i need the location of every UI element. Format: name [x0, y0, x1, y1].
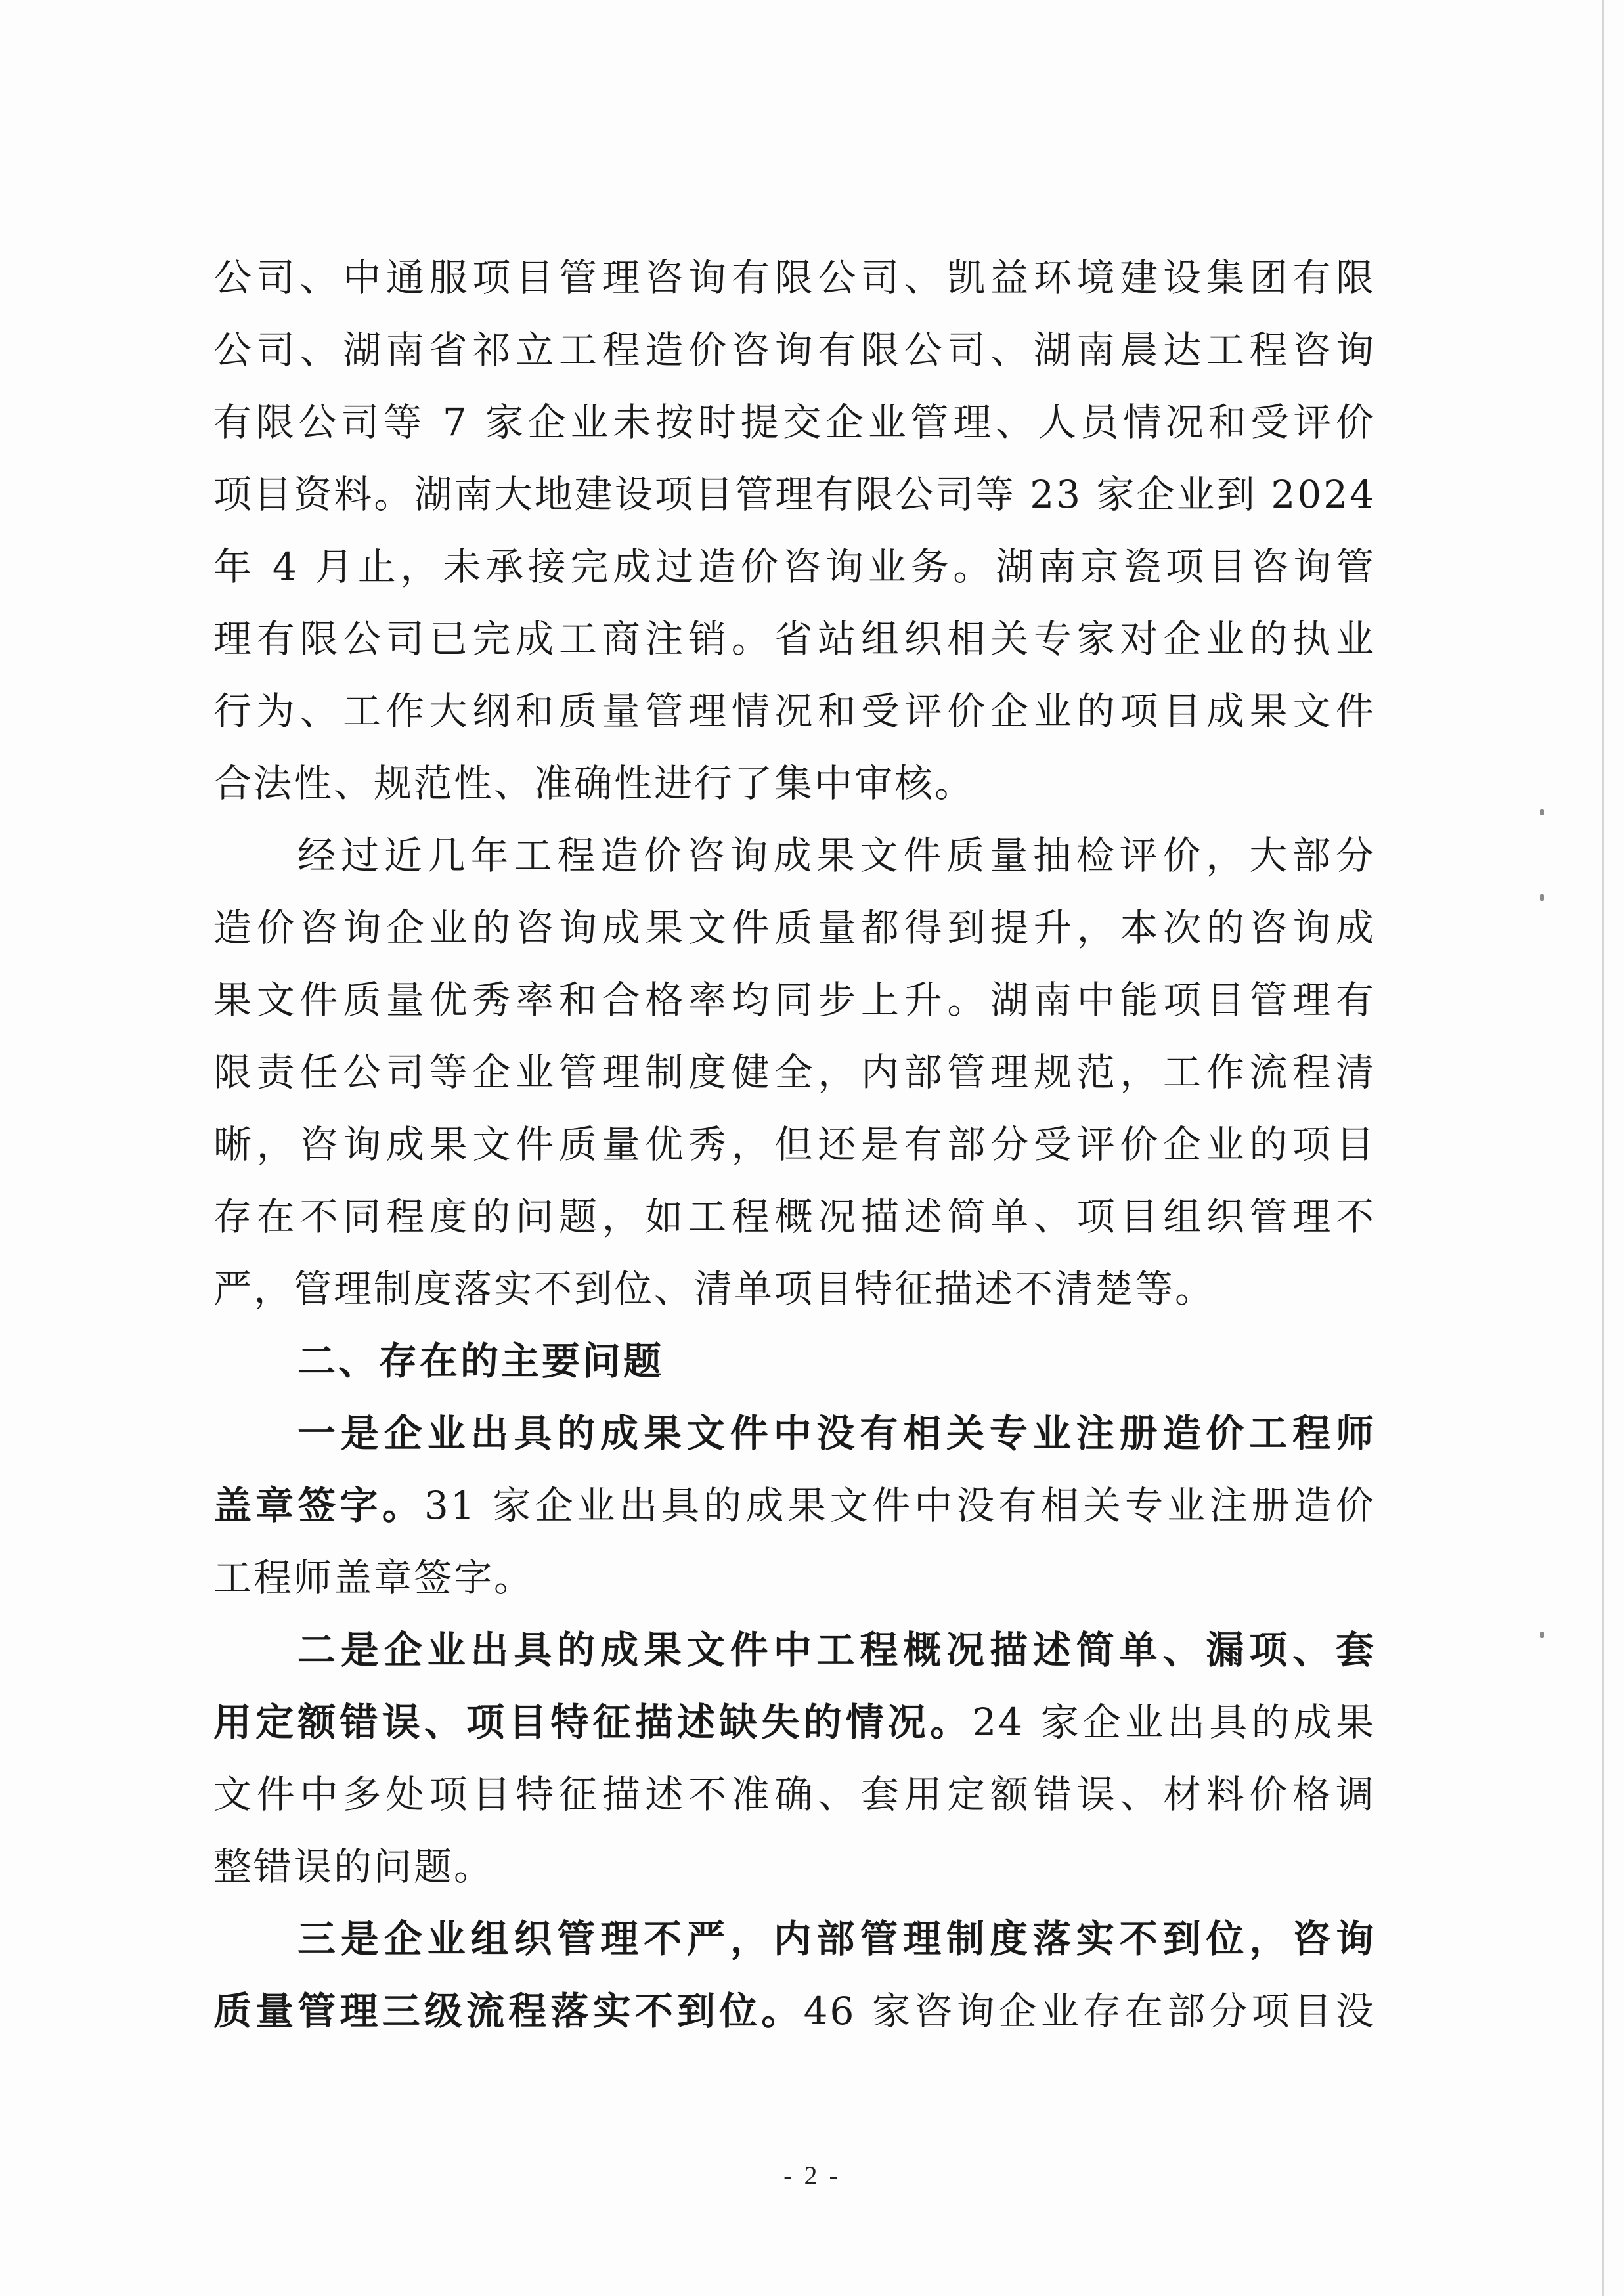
paragraph-1-line: 有限公司等 7 家企业未按时提交企业管理、人员情况和受评价 [213, 400, 1376, 444]
issue-1-detail-end: 工程师盖章签字。 [213, 1555, 535, 1600]
document-body [213, 242, 1376, 2047]
issue-3-line [213, 1975, 1376, 2047]
scan-speck [1540, 894, 1544, 901]
issue-2-lead: 二是企业出具的成果文件中工程概况描述简单、漏项、套 [297, 1628, 1376, 1672]
paragraph-2-line: 严，管理制度落实不到位、清单项目特征描述不清楚等。 [213, 1267, 1216, 1311]
issue-3-detail: 46 家咨询企业存在部分项目没 [803, 1989, 1376, 2033]
paragraph-1-line: 年 4 月止，未承接完成过造价咨询业务。湖南京瓷项目咨询管 [213, 544, 1376, 589]
paragraph-1-line: 行为、工作大纲和质量管理情况和受评价企业的项目成果文件 [213, 689, 1376, 733]
section-heading: 二、存在的主要问题 [297, 1339, 665, 1383]
issue-2-detail: 24 家企业出具的成果 [972, 1700, 1376, 1744]
paragraph-1-line: 合法性、规范性、准确性进行了集中审核。 [213, 761, 975, 806]
scan-edge-line [1602, 0, 1604, 2296]
paragraph-1-line: 项目资料。湖南大地建设项目管理有限公司等 23 家企业到 2024 [213, 472, 1376, 517]
paragraph-2-line: 晰，咨询成果文件质量优秀，但还是有部分受评价企业的项目 [213, 1122, 1376, 1167]
issue-3-lead-end: 质量管理三级流程落实不到位。 [213, 1989, 804, 2033]
paragraph-1-line: 公司、湖南省祁立工程造价咨询有限公司、湖南晨达工程咨询 [213, 328, 1376, 372]
scan-speck [1540, 1632, 1544, 1638]
issue-2-line [213, 1686, 1376, 1758]
issue-1-lead: 一是企业出具的成果文件中没有相关专业注册造价工程师 [297, 1411, 1376, 1456]
paragraph-1-line: 理有限公司已完成工商注销。省站组织相关专家对企业的执业 [213, 617, 1376, 661]
issue-3-lead: 三是企业组织管理不严，内部管理制度落实不到位，咨询 [297, 1917, 1376, 1961]
scan-speck [1540, 809, 1544, 815]
issue-2-detail-line: 文件中多处项目特征描述不准确、套用定额错误、材料价格调 [213, 1772, 1376, 1817]
page-number: - 2 - [783, 2161, 841, 2190]
paragraph-1-line: 公司、中通服项目管理咨询有限公司、凯益环境建设集团有限 [213, 255, 1376, 300]
issue-2-detail-end: 整错误的问题。 [213, 1844, 494, 1889]
issue-1-detail: 31 家企业出具的成果文件中没有相关专业注册造价 [424, 1483, 1376, 1528]
paragraph-2-line: 果文件质量优秀率和合格率均同步上升。湖南中能项目管理有 [213, 978, 1376, 1022]
issue-2-lead-end: 用定额错误、项目特征描述缺失的情况。 [213, 1700, 973, 1744]
paragraph-2-line: 经过近几年工程造价咨询成果文件质量抽检评价，大部分 [297, 833, 1376, 878]
issue-1-line [213, 1469, 1376, 1542]
paragraph-2-line: 造价咨询企业的咨询成果文件质量都得到提升，本次的咨询成 [213, 905, 1376, 950]
paragraph-2-line: 存在不同程度的问题，如工程概况描述简单、项目组织管理不 [213, 1194, 1376, 1239]
paragraph-2-line: 限责任公司等企业管理制度健全，内部管理规范，工作流程清 [213, 1050, 1376, 1094]
issue-1-lead-end: 盖章签字。 [213, 1483, 424, 1528]
